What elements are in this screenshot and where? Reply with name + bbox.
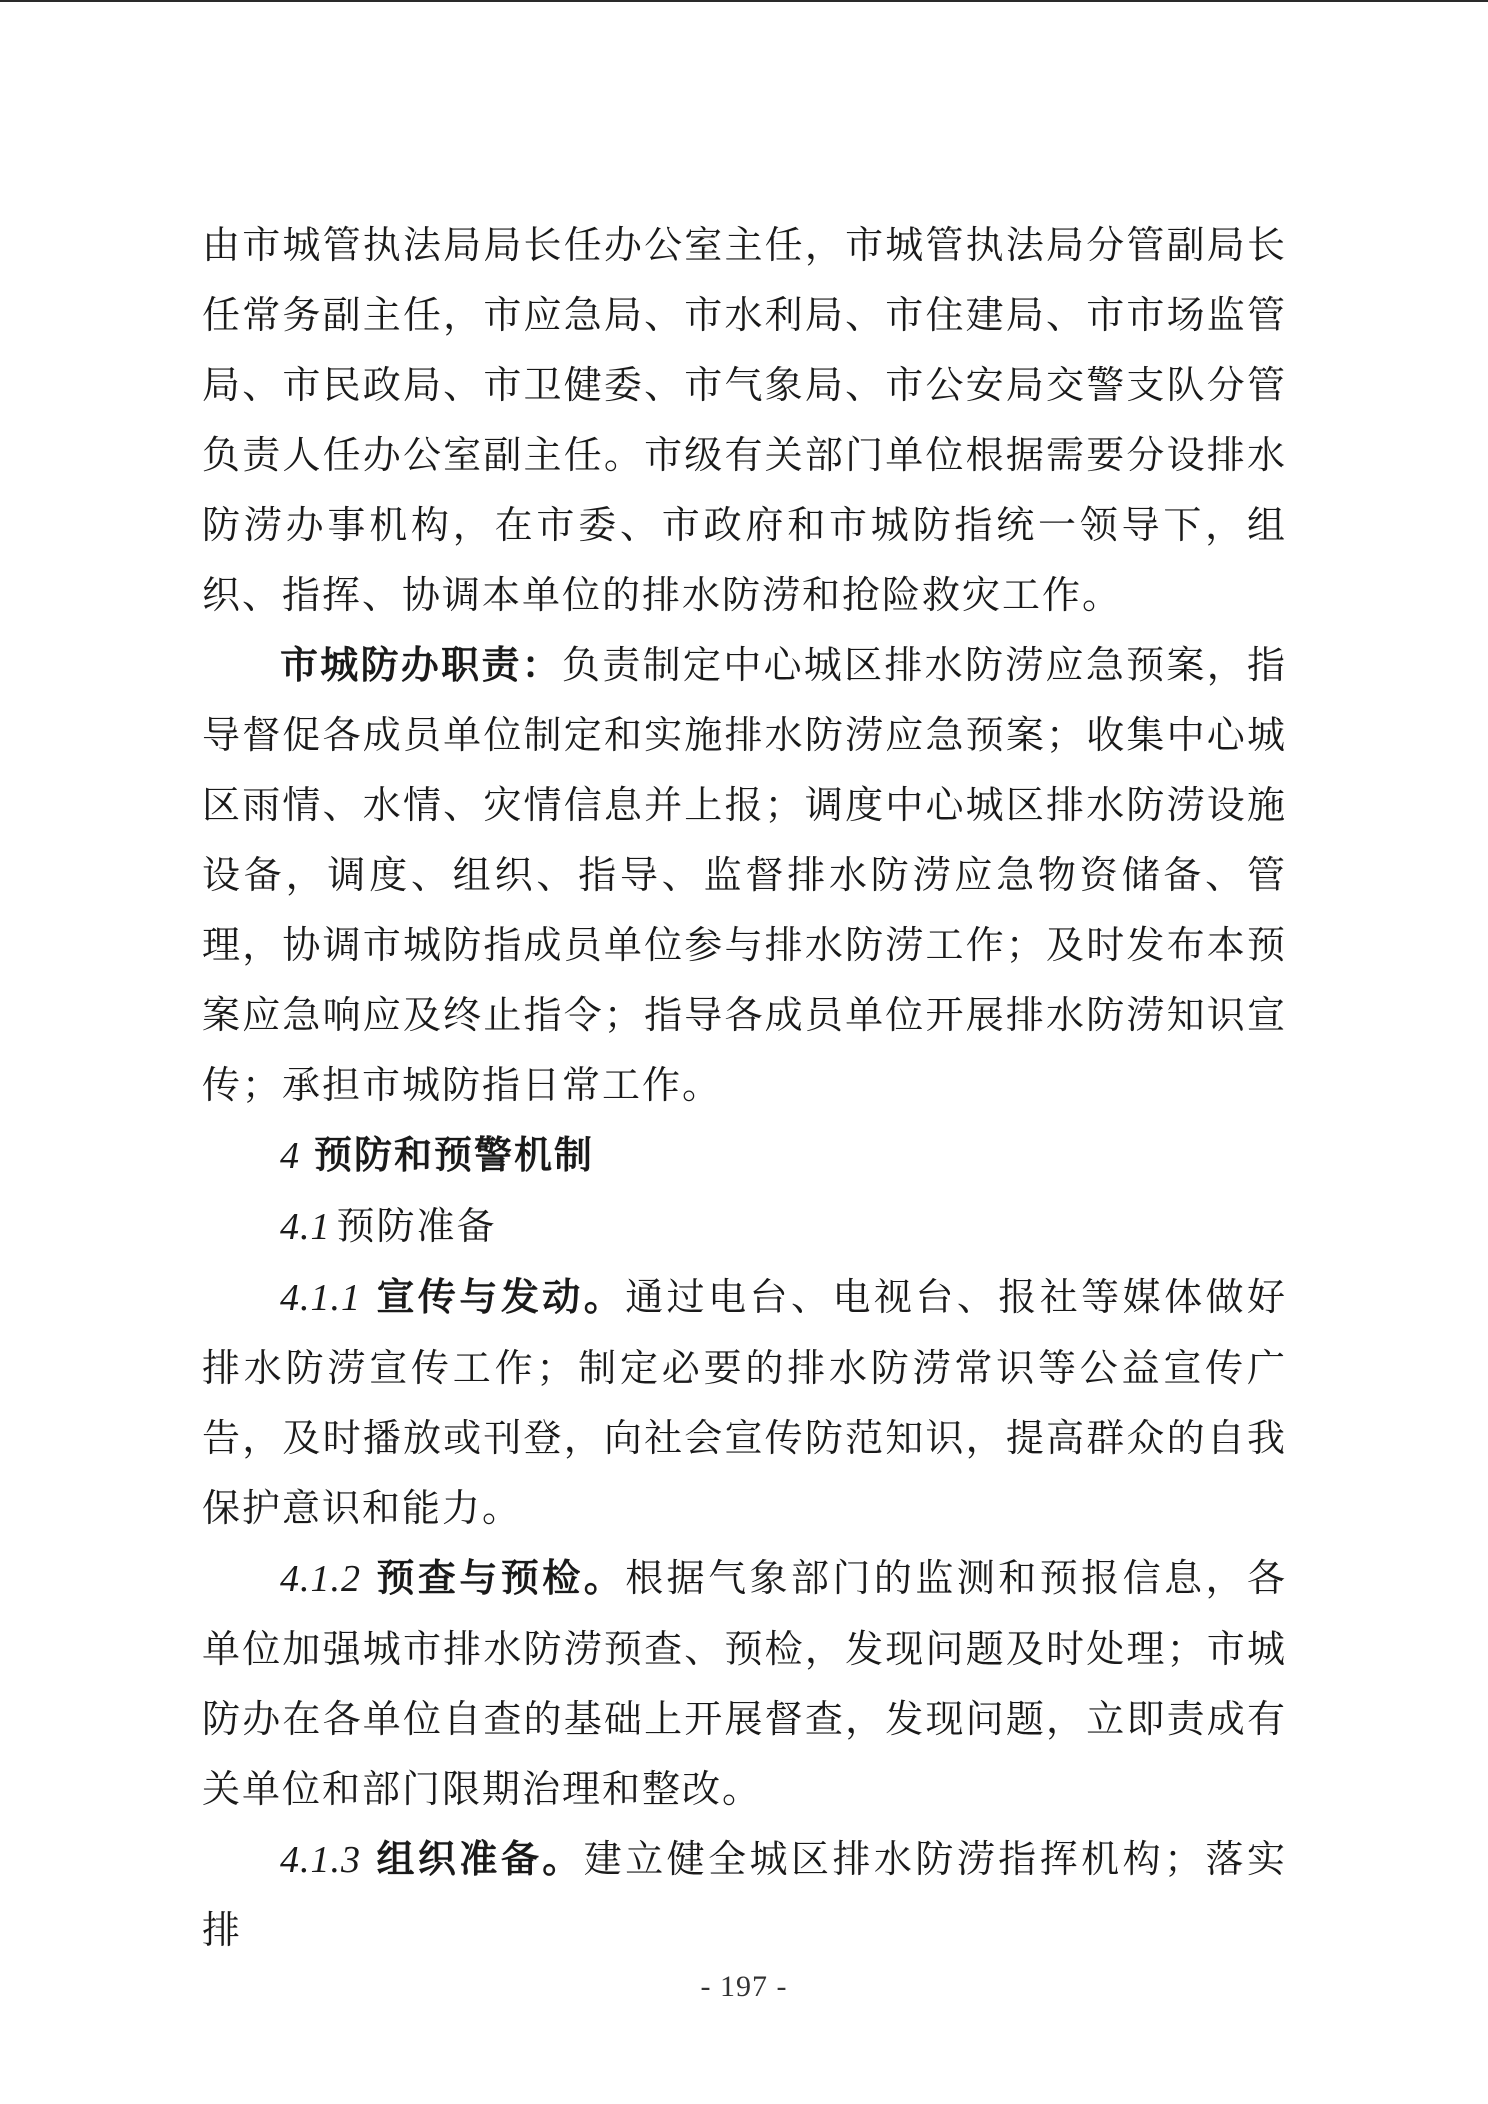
paragraph-office-duties [202, 630, 1287, 1120]
document-body [202, 210, 1287, 1965]
paragraph-section-4-1-1 [202, 1262, 1287, 1543]
section-number: 4.1.1 [280, 1277, 361, 1319]
duties-text: 负责制定中心城区排水防涝应急预案，指导督促各成员单位制定和实施排水防涝应急预案；收集中心城区雨情、水情、灾情信息并上报；调度中心城区排水防涝设施设备，调度、组织、指导、监督排水防涝应急物资储备、管理，协调市城防指成员单位参与排水防涝工作；及时发布本预案应急响应及终止指令；指导各成员单位开展排水防涝知识宣传；承担市城防指日常工作。 [202, 643, 1287, 1107]
section-title: 预防准备 [336, 1204, 497, 1248]
section-heading-4-1 [202, 1191, 1287, 1262]
section-number: 4.1.2 [280, 1558, 361, 1600]
paragraph-section-4-1-3 [202, 1824, 1287, 1965]
section-label: 预查与预检。 [375, 1555, 626, 1600]
top-border-line [0, 0, 1488, 2]
section-text: 根据气象部门的监测和预报信息，各单位加强城市排水防涝预查、预检，发现问题及时处理；市城防办在各单位自查的基础上开展督查，发现问题，立即责成有关单位和部门限期治理和整改。 [202, 1556, 1287, 1811]
section-text: 通过电台、电视台、报社等媒体做好排水防涝宣传工作；制定必要的排水防涝常识等公益宣传广告，及时播放或刊登，向社会宣传防范知识，提高群众的自我保护意识和能力。 [202, 1275, 1287, 1530]
section-label: 组织准备。 [375, 1836, 584, 1881]
section-number: 4.1.3 [280, 1839, 361, 1881]
section-heading-4 [202, 1120, 1287, 1191]
section-label: 宣传与发动。 [375, 1274, 626, 1319]
paragraph-section-4-1-2 [202, 1543, 1287, 1824]
section-text: 建立健全城区排水防涝指挥机构；落实排 [202, 1837, 1287, 1952]
section-title: 预防和预警机制 [314, 1133, 595, 1177]
section-number: 4.1 [280, 1206, 331, 1248]
paragraph-text: 由市城管执法局局长任办公室主任，市城管执法局分管副局长任常务副主任，市应急局、市水利局、市住建局、市市场监管局、市民政局、市卫健委、市气象局、市公安局交警支队分管负责人任办公室副主任。市级有关部门单位根据需要分设排水防涝办事机构，在市委、市政府和市城防指统一领导下，组织、指挥、协调本单位的排水防涝和抢险救灾工作。 [202, 223, 1287, 617]
duties-label: 市城防办职责： [280, 642, 563, 687]
section-number: 4 [280, 1135, 300, 1177]
page-number: - 197 - [700, 1970, 788, 2003]
paragraph-office-composition [202, 210, 1287, 630]
